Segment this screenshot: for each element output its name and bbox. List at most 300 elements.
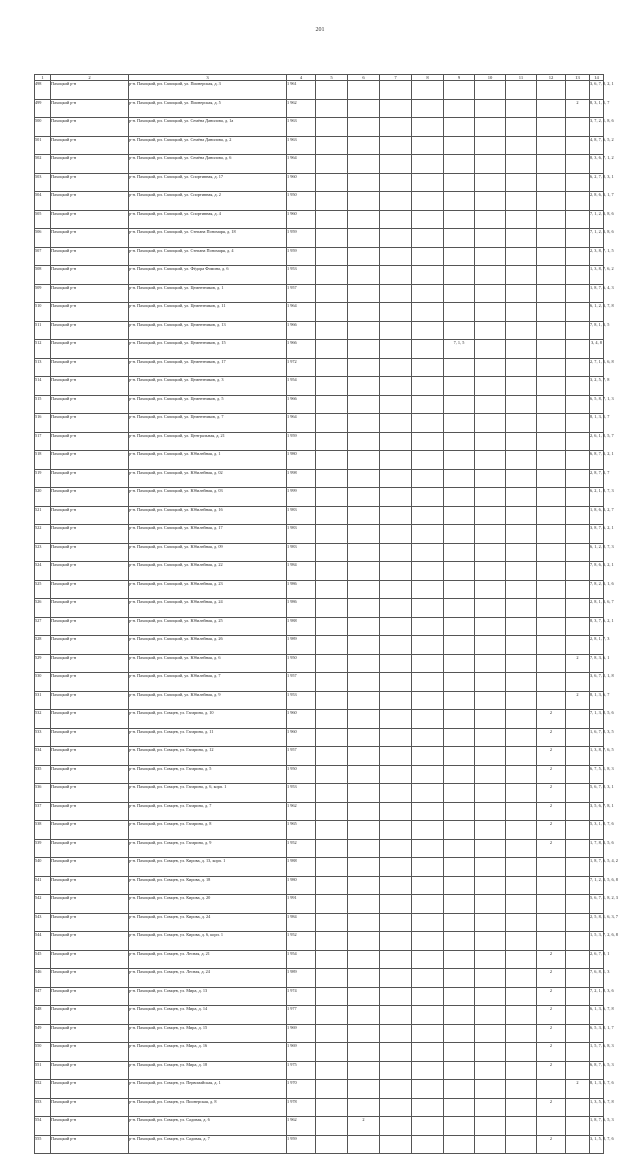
empty-cell bbox=[380, 321, 412, 340]
column-header-3: 3 bbox=[129, 75, 287, 81]
empty-cell bbox=[380, 525, 412, 544]
column-6-cell bbox=[348, 895, 380, 914]
row-number: 537 bbox=[35, 802, 51, 821]
column-14-cell: 8, 1, 3, 5, 7 bbox=[590, 414, 604, 433]
empty-cell bbox=[380, 488, 412, 507]
row-number: 542 bbox=[35, 895, 51, 914]
empty-cell bbox=[506, 525, 537, 544]
district-cell: Пахоцкий р-н bbox=[51, 821, 129, 840]
column-6-cell bbox=[348, 1024, 380, 1043]
column-13-cell bbox=[566, 710, 590, 729]
column-6-cell bbox=[348, 340, 380, 359]
column-14-cell: 5, 6, 7, 1, 8, 2, 3 bbox=[590, 895, 604, 914]
column-header-4: 4 bbox=[287, 75, 316, 81]
empty-cell bbox=[380, 192, 412, 211]
empty-cell bbox=[380, 747, 412, 766]
table-row bbox=[35, 562, 604, 581]
table-row bbox=[35, 987, 604, 1006]
column-9-cell bbox=[444, 525, 475, 544]
address-cell: р-н. Пахоцкий, рп. Сапоцкий, ул. Цементников, д. 11 bbox=[129, 303, 287, 322]
empty-cell bbox=[316, 858, 348, 877]
column-13-cell bbox=[566, 913, 590, 932]
address-cell: р-н. Пахоцкий, рп. Сапоцкий, ул. Цементников, д. 17 bbox=[129, 358, 287, 377]
year-cell: 1 965 bbox=[287, 821, 316, 840]
district-cell: Пахоцкий р-н bbox=[51, 340, 129, 359]
year-cell: 1 953 bbox=[287, 691, 316, 710]
column-6-cell bbox=[348, 821, 380, 840]
empty-cell bbox=[412, 81, 444, 100]
column-13-cell bbox=[566, 858, 590, 877]
year-cell: 1 954 bbox=[287, 950, 316, 969]
column-header-1: 1 bbox=[35, 75, 51, 81]
empty-cell bbox=[506, 895, 537, 914]
table-row bbox=[35, 247, 604, 266]
empty-cell bbox=[475, 1006, 506, 1025]
address-cell: р-н. Пахоцкий, рп. Сапоцкий, ул. Юбилейная, д. 22 bbox=[129, 562, 287, 581]
district-cell: Пахоцкий р-н bbox=[51, 173, 129, 192]
year-cell: 1 964 bbox=[287, 155, 316, 174]
district-cell: Пахоцкий р-н bbox=[51, 580, 129, 599]
address-cell: р-н. Пахоцкий, рп. Сомцев, ул. Гагарина, д. 11 bbox=[129, 728, 287, 747]
column-13-cell bbox=[566, 377, 590, 396]
column-12-cell bbox=[537, 432, 566, 451]
column-6-cell bbox=[348, 414, 380, 433]
empty-cell bbox=[506, 599, 537, 618]
address-cell: р-н. Пахоцкий, рп. Сапоцкий, ул. Юбилейная, д. 24 bbox=[129, 599, 287, 618]
column-9-cell bbox=[444, 99, 475, 118]
empty-cell bbox=[380, 802, 412, 821]
empty-cell bbox=[380, 858, 412, 877]
address-cell: р-н. Пахоцкий, рп. Сапоцкий, ул. Семёна Данилова, д. 6 bbox=[129, 155, 287, 174]
empty-cell bbox=[316, 876, 348, 895]
empty-cell bbox=[412, 155, 444, 174]
column-13-cell bbox=[566, 303, 590, 322]
column-6-cell bbox=[348, 451, 380, 470]
row-number: 539 bbox=[35, 839, 51, 858]
empty-cell bbox=[380, 728, 412, 747]
year-cell: 1 962 bbox=[287, 99, 316, 118]
empty-cell bbox=[316, 765, 348, 784]
column-12-cell: 2 bbox=[537, 1006, 566, 1025]
empty-cell bbox=[475, 636, 506, 655]
column-6-cell bbox=[348, 210, 380, 229]
column-14-cell: 7, 8, 2, 3, 1, 6 bbox=[590, 580, 604, 599]
empty-cell bbox=[475, 525, 506, 544]
empty-cell bbox=[316, 395, 348, 414]
empty-cell bbox=[506, 913, 537, 932]
row-number: 508 bbox=[35, 266, 51, 285]
empty-cell bbox=[475, 81, 506, 100]
year-cell: 1 989 bbox=[287, 636, 316, 655]
empty-cell bbox=[380, 506, 412, 525]
empty-cell bbox=[316, 1135, 348, 1154]
empty-cell bbox=[506, 358, 537, 377]
table-row bbox=[35, 1135, 604, 1154]
year-cell: 1 957 bbox=[287, 284, 316, 303]
table-row bbox=[35, 525, 604, 544]
empty-cell bbox=[412, 99, 444, 118]
table-row bbox=[35, 543, 604, 562]
empty-cell bbox=[506, 229, 537, 248]
column-13-cell: 2 bbox=[566, 691, 590, 710]
empty-cell bbox=[380, 266, 412, 285]
empty-cell bbox=[506, 1006, 537, 1025]
column-14-cell: 7, 1, 3, 8, 5, 6 bbox=[590, 710, 604, 729]
empty-cell bbox=[380, 284, 412, 303]
column-14-cell: 6, 2, 1, 8, 7, 3 bbox=[590, 488, 604, 507]
row-number: 518 bbox=[35, 451, 51, 470]
empty-cell bbox=[316, 451, 348, 470]
column-12-cell bbox=[537, 395, 566, 414]
empty-cell bbox=[412, 266, 444, 285]
empty-cell bbox=[316, 580, 348, 599]
year-cell: 1 983 bbox=[287, 525, 316, 544]
empty-cell bbox=[506, 451, 537, 470]
column-header-5: 5 bbox=[316, 75, 348, 81]
district-cell: Пахоцкий р-н bbox=[51, 155, 129, 174]
address-cell: р-н. Пахоцкий, рп. Сапоцкий, ул. Юбилейная, д. 09 bbox=[129, 543, 287, 562]
address-cell: р-н. Пахоцкий, рп. Сапоцкий, ул. Степана Пономаря, д. 18 bbox=[129, 229, 287, 248]
empty-cell bbox=[506, 377, 537, 396]
column-12-cell bbox=[537, 377, 566, 396]
district-cell: Пахоцкий р-н bbox=[51, 247, 129, 266]
column-13-cell bbox=[566, 895, 590, 914]
column-6-cell bbox=[348, 876, 380, 895]
column-14-cell: 2, 8, 7, 3, 7 bbox=[590, 469, 604, 488]
table-row bbox=[35, 673, 604, 692]
empty-cell bbox=[412, 247, 444, 266]
empty-cell bbox=[412, 1117, 444, 1136]
column-13-cell bbox=[566, 192, 590, 211]
column-6-cell bbox=[348, 377, 380, 396]
column-14-cell: 1, 8, 6, 3, 2, 7 bbox=[590, 506, 604, 525]
year-cell: 1 984 bbox=[287, 562, 316, 581]
column-12-cell bbox=[537, 858, 566, 877]
address-cell: р-н. Пахоцкий, рп. Сапоцкий, ул. Юбилейная, д. 26 bbox=[129, 636, 287, 655]
row-number: 549 bbox=[35, 1024, 51, 1043]
column-6-cell bbox=[348, 229, 380, 248]
column-12-cell bbox=[537, 895, 566, 914]
empty-cell bbox=[506, 118, 537, 137]
row-number: 521 bbox=[35, 506, 51, 525]
column-13-cell bbox=[566, 210, 590, 229]
year-cell: 1 974 bbox=[287, 987, 316, 1006]
year-cell: 1 963 bbox=[287, 118, 316, 137]
column-12-cell bbox=[537, 81, 566, 100]
column-9-cell bbox=[444, 802, 475, 821]
column-6-cell bbox=[348, 710, 380, 729]
column-13-cell bbox=[566, 543, 590, 562]
address-cell: р-н. Пахоцкий, рп. Сомцев, ул. Кирова, д. 18 bbox=[129, 876, 287, 895]
column-12-cell bbox=[537, 247, 566, 266]
empty-cell bbox=[316, 210, 348, 229]
empty-cell bbox=[380, 562, 412, 581]
table-body bbox=[35, 81, 618, 1154]
row-number: 505 bbox=[35, 210, 51, 229]
column-13-cell bbox=[566, 1061, 590, 1080]
district-cell: Пахоцкий р-н bbox=[51, 728, 129, 747]
empty-cell bbox=[506, 1024, 537, 1043]
empty-cell bbox=[380, 580, 412, 599]
column-6-cell bbox=[348, 525, 380, 544]
empty-cell bbox=[316, 340, 348, 359]
table-row bbox=[35, 284, 604, 303]
empty-cell bbox=[316, 562, 348, 581]
column-6-cell bbox=[348, 1098, 380, 1117]
empty-cell bbox=[412, 710, 444, 729]
year-cell: 1 950 bbox=[287, 192, 316, 211]
empty-cell bbox=[316, 321, 348, 340]
address-cell: р-н. Пахоцкий, рп. Сапоцкий, ул. Цементников, д. 5 bbox=[129, 395, 287, 414]
empty-cell bbox=[380, 1024, 412, 1043]
row-number: 530 bbox=[35, 673, 51, 692]
column-13-cell bbox=[566, 839, 590, 858]
column-13-cell bbox=[566, 636, 590, 655]
year-cell: 1 964 bbox=[287, 414, 316, 433]
empty-cell bbox=[412, 525, 444, 544]
empty-cell bbox=[316, 987, 348, 1006]
column-14-cell: 7, 1, 2, 3, 5, 6, 8 bbox=[590, 876, 604, 895]
column-6-cell bbox=[348, 321, 380, 340]
year-cell: 1 959 bbox=[287, 229, 316, 248]
column-14-cell: 2, 3, 8, 7, 1, 5 bbox=[590, 247, 604, 266]
empty-cell bbox=[316, 506, 348, 525]
table-row bbox=[35, 1006, 604, 1025]
empty-cell bbox=[380, 414, 412, 433]
table-row bbox=[35, 81, 604, 100]
column-13-cell bbox=[566, 876, 590, 895]
year-cell: 1 991 bbox=[287, 895, 316, 914]
empty-cell bbox=[316, 1024, 348, 1043]
column-14-cell: 1, 7, 8, 3, 5, 6 bbox=[590, 839, 604, 858]
column-9-cell bbox=[444, 691, 475, 710]
empty-cell bbox=[475, 784, 506, 803]
year-cell: 1 962 bbox=[287, 802, 316, 821]
row-number: 503 bbox=[35, 173, 51, 192]
column-13-cell bbox=[566, 395, 590, 414]
table-row bbox=[35, 728, 604, 747]
empty-cell bbox=[316, 118, 348, 137]
row-number: 551 bbox=[35, 1061, 51, 1080]
empty-cell bbox=[475, 395, 506, 414]
empty-cell bbox=[316, 950, 348, 969]
column-9-cell bbox=[444, 155, 475, 174]
empty-cell bbox=[506, 81, 537, 100]
year-cell: 1 970 bbox=[287, 1080, 316, 1099]
column-12-cell bbox=[537, 469, 566, 488]
column-12-cell bbox=[537, 340, 566, 359]
column-13-cell bbox=[566, 969, 590, 988]
row-number: 538 bbox=[35, 821, 51, 840]
column-6-cell bbox=[348, 950, 380, 969]
empty-cell bbox=[316, 1080, 348, 1099]
table-row bbox=[35, 747, 604, 766]
empty-cell bbox=[380, 673, 412, 692]
row-number: 534 bbox=[35, 747, 51, 766]
district-cell: Пахоцкий р-н bbox=[51, 691, 129, 710]
column-6-cell bbox=[348, 506, 380, 525]
row-number: 511 bbox=[35, 321, 51, 340]
year-cell: 1 999 bbox=[287, 488, 316, 507]
column-13-cell bbox=[566, 673, 590, 692]
column-header-12: 12 bbox=[537, 75, 566, 81]
column-6-cell bbox=[348, 562, 380, 581]
empty-cell bbox=[506, 414, 537, 433]
empty-cell bbox=[475, 858, 506, 877]
year-cell: 1 998 bbox=[287, 469, 316, 488]
empty-cell bbox=[380, 340, 412, 359]
column-14-cell: 7, 8, 3, 6, 1 bbox=[590, 654, 604, 673]
year-cell: 1 969 bbox=[287, 1043, 316, 1062]
column-12-cell bbox=[537, 118, 566, 137]
empty-cell bbox=[506, 136, 537, 155]
column-9-cell bbox=[444, 543, 475, 562]
address-cell: р-н. Пахоцкий, рп. Сапоцкий, ул. Юбилейная, д. 1 bbox=[129, 451, 287, 470]
district-cell: Пахоцкий р-н bbox=[51, 950, 129, 969]
empty-cell bbox=[412, 1061, 444, 1080]
column-14-cell: 1, 8, 7, 6, 4, 3 bbox=[590, 284, 604, 303]
empty-cell bbox=[412, 599, 444, 618]
column-12-cell: 2 bbox=[537, 1098, 566, 1117]
column-13-cell bbox=[566, 358, 590, 377]
year-cell: 1 975 bbox=[287, 1061, 316, 1080]
column-9-cell bbox=[444, 839, 475, 858]
address-cell: р-н. Пахоцкий, рп. Сапоцкий, ул. Юбилейная, д. 25 bbox=[129, 617, 287, 636]
column-14-cell: 1, 3, 8, 7, 6, 2 bbox=[590, 266, 604, 285]
column-12-cell bbox=[537, 876, 566, 895]
column-12-cell bbox=[537, 451, 566, 470]
column-13-cell bbox=[566, 747, 590, 766]
column-14-cell: 3, 6, 7, 2, 1, 8 bbox=[590, 673, 604, 692]
year-cell: 1 960 bbox=[287, 710, 316, 729]
empty-cell bbox=[475, 155, 506, 174]
row-number: 533 bbox=[35, 728, 51, 747]
table-row bbox=[35, 321, 604, 340]
column-13-cell bbox=[566, 784, 590, 803]
year-cell: 1 950 bbox=[287, 654, 316, 673]
column-12-cell bbox=[537, 414, 566, 433]
column-9-cell bbox=[444, 747, 475, 766]
column-14-cell: 2, 6, 1, 8, 5, 7 bbox=[590, 432, 604, 451]
empty-cell bbox=[380, 876, 412, 895]
year-cell: 1 954 bbox=[287, 377, 316, 396]
empty-cell bbox=[475, 266, 506, 285]
table-row bbox=[35, 192, 604, 211]
row-number: 498 bbox=[35, 81, 51, 100]
column-6-cell bbox=[348, 155, 380, 174]
column-13-cell bbox=[566, 340, 590, 359]
empty-cell bbox=[506, 691, 537, 710]
empty-cell bbox=[316, 802, 348, 821]
empty-cell bbox=[412, 432, 444, 451]
column-13-cell bbox=[566, 932, 590, 951]
table-row bbox=[35, 1080, 604, 1099]
empty-cell bbox=[412, 173, 444, 192]
year-cell: 1 980 bbox=[287, 876, 316, 895]
empty-cell bbox=[506, 488, 537, 507]
column-9-cell bbox=[444, 210, 475, 229]
table-row bbox=[35, 358, 604, 377]
empty-cell bbox=[475, 895, 506, 914]
district-cell: Пахоцкий р-н bbox=[51, 839, 129, 858]
column-13-cell bbox=[566, 1006, 590, 1025]
column-6-cell bbox=[348, 358, 380, 377]
column-14-cell: 8, 3, 1, 5, 7 bbox=[590, 99, 604, 118]
row-number: 514 bbox=[35, 377, 51, 396]
column-6-cell bbox=[348, 673, 380, 692]
column-header-9: 9 bbox=[444, 75, 475, 81]
column-9-cell bbox=[444, 414, 475, 433]
row-number: 527 bbox=[35, 617, 51, 636]
district-cell: Пахоцкий р-н bbox=[51, 414, 129, 433]
empty-cell bbox=[506, 99, 537, 118]
address-cell: р-н. Пахоцкий, рп. Сомцев, ул. Лесная, д. 21 bbox=[129, 950, 287, 969]
row-number: 532 bbox=[35, 710, 51, 729]
column-13-cell bbox=[566, 247, 590, 266]
year-cell: 1 988 bbox=[287, 617, 316, 636]
district-cell: Пахоцкий р-н bbox=[51, 1080, 129, 1099]
table-row bbox=[35, 599, 604, 618]
empty-cell bbox=[412, 913, 444, 932]
address-cell: р-н. Пахоцкий, рп. Сомцев, ул. Первомайская, д. 1 bbox=[129, 1080, 287, 1099]
empty-cell bbox=[380, 136, 412, 155]
year-cell: 1 950 bbox=[287, 765, 316, 784]
column-12-cell bbox=[537, 617, 566, 636]
column-header-7: 7 bbox=[380, 75, 412, 81]
column-9-cell bbox=[444, 432, 475, 451]
empty-cell bbox=[412, 506, 444, 525]
table-row bbox=[35, 802, 604, 821]
address-cell: р-н. Пахоцкий, рп. Сапоцкий, ул. Юбилейная, д. 6 bbox=[129, 654, 287, 673]
column-9-cell bbox=[444, 710, 475, 729]
table-row bbox=[35, 858, 604, 877]
column-9-cell bbox=[444, 876, 475, 895]
empty-cell bbox=[475, 377, 506, 396]
empty-cell bbox=[475, 562, 506, 581]
row-number: 501 bbox=[35, 136, 51, 155]
table-row bbox=[35, 913, 604, 932]
address-cell: р-н. Пахоцкий, рп. Сомцев, ул. Гагарина, д. 10 bbox=[129, 710, 287, 729]
empty-cell bbox=[475, 1061, 506, 1080]
column-header-2: 2 bbox=[51, 75, 129, 81]
column-9-cell bbox=[444, 987, 475, 1006]
empty-cell bbox=[412, 987, 444, 1006]
table-row bbox=[35, 636, 604, 655]
empty-cell bbox=[506, 266, 537, 285]
row-number: 523 bbox=[35, 543, 51, 562]
empty-cell bbox=[316, 710, 348, 729]
empty-cell bbox=[506, 710, 537, 729]
column-14-cell: 6, 1, 3, 6, 7, 8 bbox=[590, 1006, 604, 1025]
column-6-cell bbox=[348, 432, 380, 451]
empty-cell bbox=[380, 932, 412, 951]
column-14-cell: 6, 8, 7, 6, 5, 3 bbox=[590, 1061, 604, 1080]
address-cell: р-н. Пахоцкий, рп. Сапоцкий, ул. Юбилейная, д. 7 bbox=[129, 673, 287, 692]
column-14-cell: 3, 8, 7, 6, 2, 1 bbox=[590, 525, 604, 544]
column-13-cell bbox=[566, 728, 590, 747]
empty-cell bbox=[316, 229, 348, 248]
empty-cell bbox=[475, 469, 506, 488]
column-14-cell: 2, 5, 8, 1, 6, 3, 7 bbox=[590, 913, 604, 932]
column-12-cell bbox=[537, 99, 566, 118]
empty-cell bbox=[475, 1043, 506, 1062]
district-cell: Пахоцкий р-н bbox=[51, 858, 129, 877]
column-14-cell: 3, 7, 2, 1, 8, 6 bbox=[590, 118, 604, 137]
address-cell: р-н. Пахоцкий, рп. Сапоцкий, ул. Семёна Данилова, д. 2 bbox=[129, 136, 287, 155]
column-12-cell: 2 bbox=[537, 710, 566, 729]
table-row bbox=[35, 506, 604, 525]
column-14-cell: 8, 1, 3, 6, 7 bbox=[590, 691, 604, 710]
